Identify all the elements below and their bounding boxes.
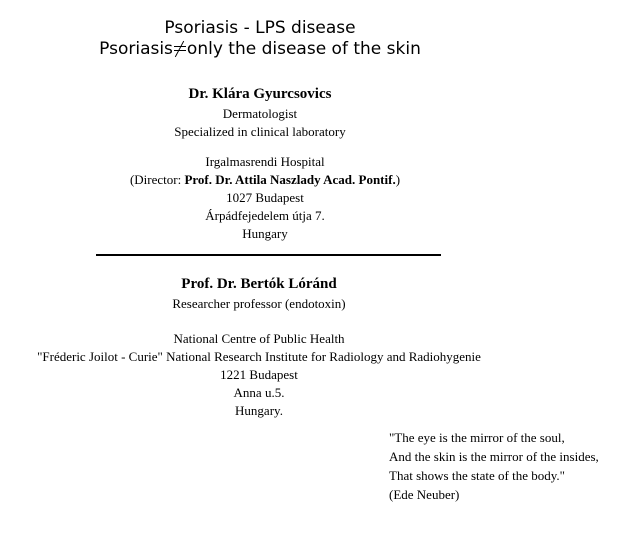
subtitle-right: only the disease of the skin bbox=[186, 39, 421, 59]
author2-role: Researcher professor (endotoxin) bbox=[172, 296, 346, 311]
director-name: Prof. Dr. Attila Naszlady Acad. Pontif. bbox=[184, 172, 396, 187]
author1-role: Dermatologist bbox=[222, 106, 298, 121]
author2-institution1: National Centre of Public Health bbox=[173, 331, 345, 346]
author1-country: Hungary bbox=[242, 226, 288, 241]
author1-institution: Irgalmasrendi Hospital bbox=[205, 154, 325, 169]
not-equal-icon bbox=[174, 40, 186, 56]
quote-line-2: And the skin is the mirror of the insides, bbox=[389, 449, 599, 464]
author1-street: Árpádfejedelem útja 7. bbox=[205, 208, 325, 223]
page-subtitle bbox=[0, 39, 520, 59]
author2-country: Hungary. bbox=[235, 403, 283, 418]
author2-institution2: "Fréderic Joilot - Curie" National Research Institute for Radiology and Radiohygenie bbox=[37, 349, 481, 364]
divider bbox=[96, 254, 441, 256]
director-suffix: ) bbox=[395, 172, 401, 187]
quote-line-3: That shows the state of the body." bbox=[389, 468, 565, 483]
quote-block bbox=[389, 428, 599, 504]
subtitle-left: Psoriasis bbox=[99, 39, 173, 59]
author1-name: Dr. Klára Gyurcsovics bbox=[188, 86, 332, 102]
author1-specialty: Specialized in clinical laboratory bbox=[174, 124, 346, 139]
author2-city: 1221 Budapest bbox=[220, 367, 298, 382]
director-prefix: (Director: bbox=[129, 172, 185, 187]
quote-line-1: "The eye is the mirror of the soul, bbox=[389, 430, 565, 445]
author1-city: 1027 Budapest bbox=[226, 190, 304, 205]
page-title: Psoriasis - LPS disease bbox=[164, 18, 356, 38]
author2-street: Anna u.5. bbox=[233, 385, 285, 400]
quote-attribution: (Ede Neuber) bbox=[389, 487, 460, 502]
author1-director bbox=[0, 172, 530, 188]
author2-name: Prof. Dr. Bertók Lóránd bbox=[181, 276, 337, 292]
